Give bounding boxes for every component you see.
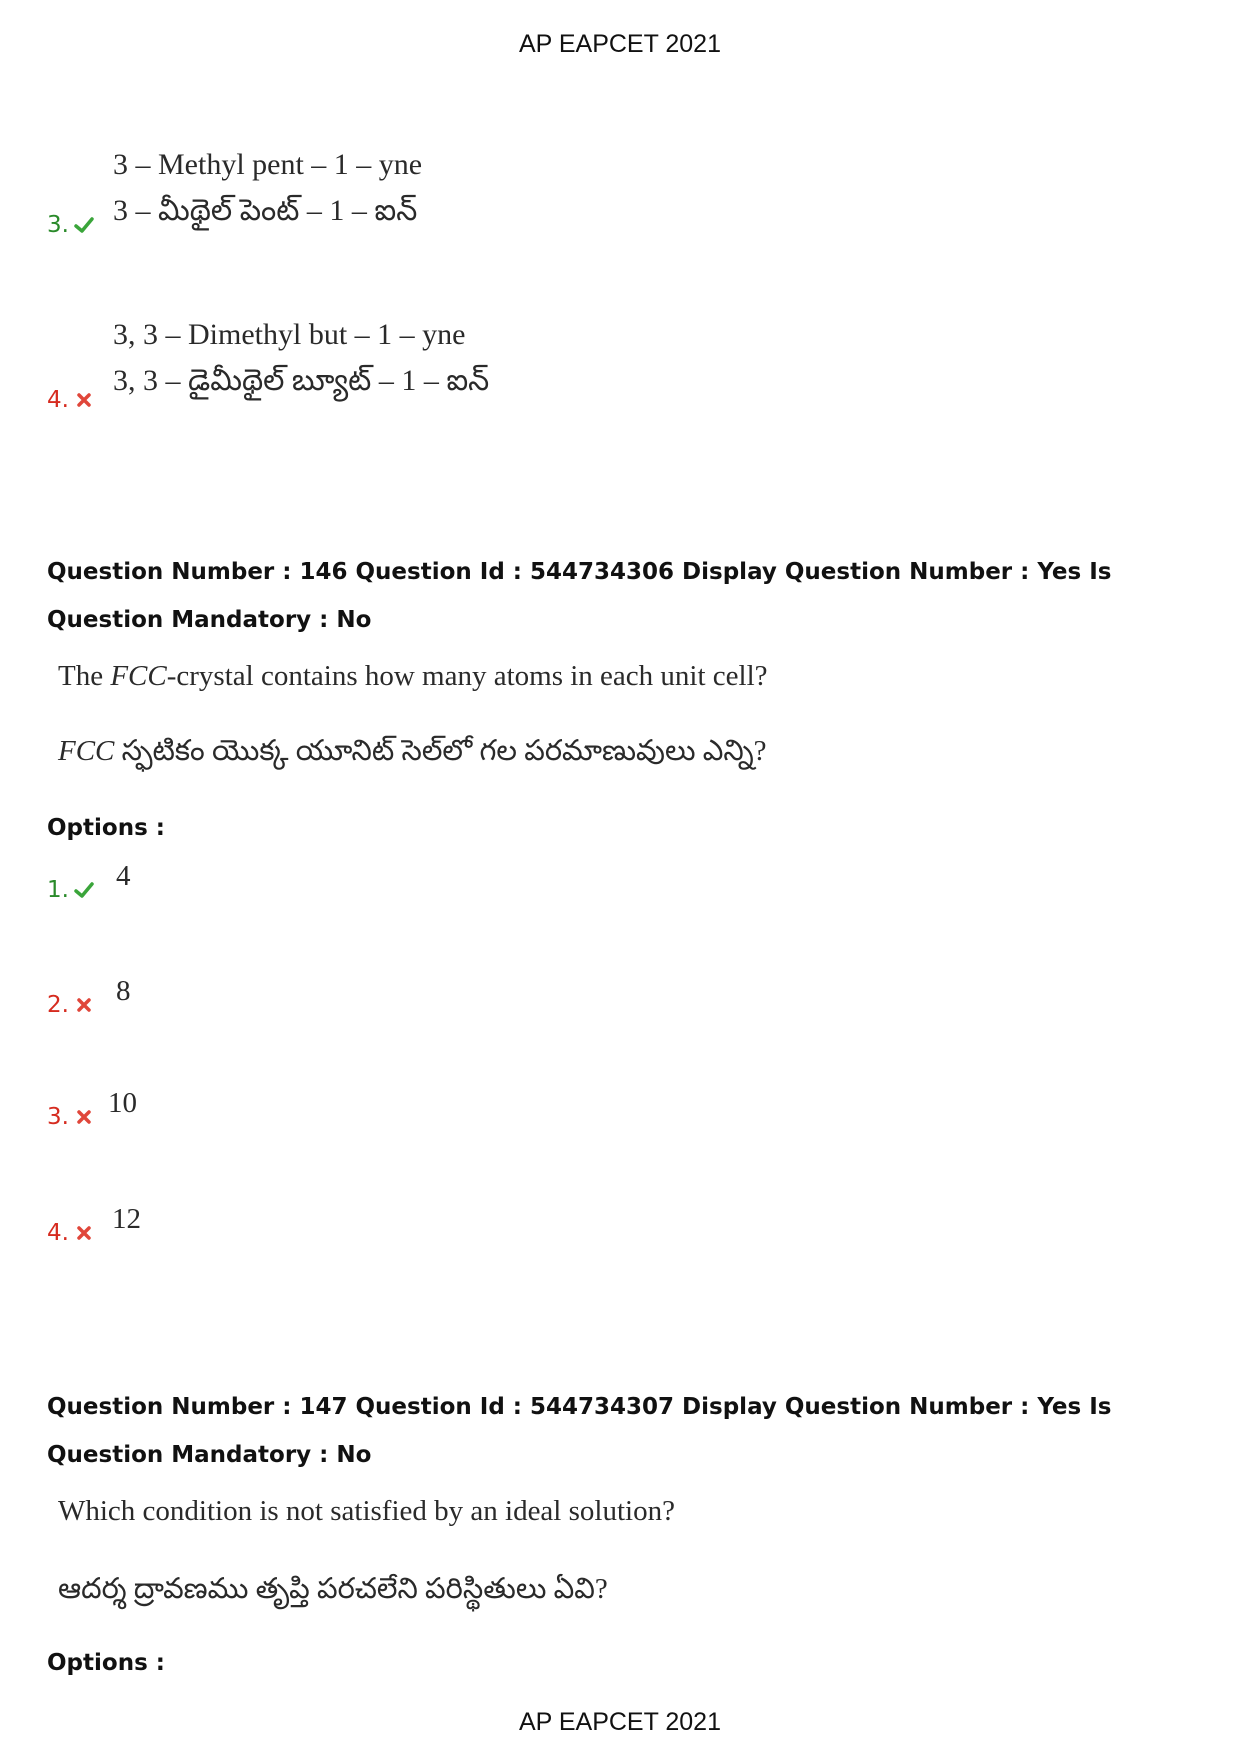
question-147-text-english: Which condition is not satisfied by an ideal solution? bbox=[58, 1495, 675, 1527]
question-146-text-english bbox=[58, 660, 768, 693]
cross-icon bbox=[73, 994, 95, 1016]
q146-option-3 bbox=[47, 1097, 95, 1137]
question-text-rest: -crystal contains how many atoms in each unit cell? bbox=[166, 660, 768, 692]
options-label: Options : bbox=[47, 815, 165, 841]
cross-icon bbox=[73, 1106, 95, 1128]
q146-option-3-value: 10 bbox=[108, 1087, 137, 1119]
cross-icon bbox=[73, 389, 95, 411]
q146-option-4-value: 12 bbox=[112, 1203, 141, 1235]
option-3-text bbox=[113, 142, 422, 234]
question-text-prefix: The bbox=[58, 660, 104, 692]
q146-option-1-value: 4 bbox=[116, 860, 131, 892]
question-146-meta: Question Number : 146 Question Id : 544734306 Display Question Number : Yes Is Question Mandatory : No bbox=[47, 559, 1112, 633]
option-3-line-english: 3 – Methyl pent – 1 – yne bbox=[113, 148, 423, 181]
option-number: 1. bbox=[47, 877, 69, 903]
question-146-text-telugu bbox=[58, 735, 767, 775]
option-3-marker bbox=[47, 205, 95, 245]
page-footer: AP EAPCET 2021 bbox=[519, 1708, 721, 1736]
check-icon bbox=[73, 879, 95, 901]
option-number: 2. bbox=[47, 992, 69, 1018]
option-4-marker bbox=[47, 380, 95, 420]
page-header: AP EAPCET 2021 bbox=[519, 30, 721, 58]
option-number: 3. bbox=[47, 212, 69, 238]
question-text-rest: స్ఫటికం యొక్క యూనిట్ సెల్‌లో గల పరమాణువులు ఎన్ని? bbox=[121, 735, 767, 767]
option-number: 3. bbox=[47, 1104, 69, 1130]
question-147-text-telugu: ఆదర్శ ద్రావణము తృప్తి పరచలేని పరిస్థితులు ఏవి? bbox=[58, 1573, 608, 1605]
option-4-line-telugu: 3, 3 – డైమీథైల్ బ్యూట్ – 1 – ఐన్ bbox=[113, 364, 490, 397]
check-icon bbox=[73, 214, 95, 236]
cross-icon bbox=[73, 1222, 95, 1244]
question-text-variable: FCC bbox=[58, 735, 115, 767]
question-147-meta: Question Number : 147 Question Id : 544734307 Display Question Number : Yes Is Question Mandatory : No bbox=[47, 1394, 1112, 1468]
q146-option-4 bbox=[47, 1213, 95, 1253]
option-4-text bbox=[113, 312, 489, 404]
q146-option-2 bbox=[47, 985, 95, 1025]
option-number: 4. bbox=[47, 387, 69, 413]
q146-option-2-value: 8 bbox=[116, 975, 131, 1007]
options-label: Options : bbox=[47, 1650, 165, 1676]
option-4-line-english: 3, 3 – Dimethyl but – 1 – yne bbox=[113, 318, 466, 351]
q146-option-1 bbox=[47, 870, 95, 910]
option-3-line-telugu: 3 – మీథైల్ పెంట్ – 1 – ఐన్ bbox=[113, 194, 418, 227]
question-text-variable: FCC bbox=[110, 660, 167, 692]
option-number: 4. bbox=[47, 1220, 69, 1246]
